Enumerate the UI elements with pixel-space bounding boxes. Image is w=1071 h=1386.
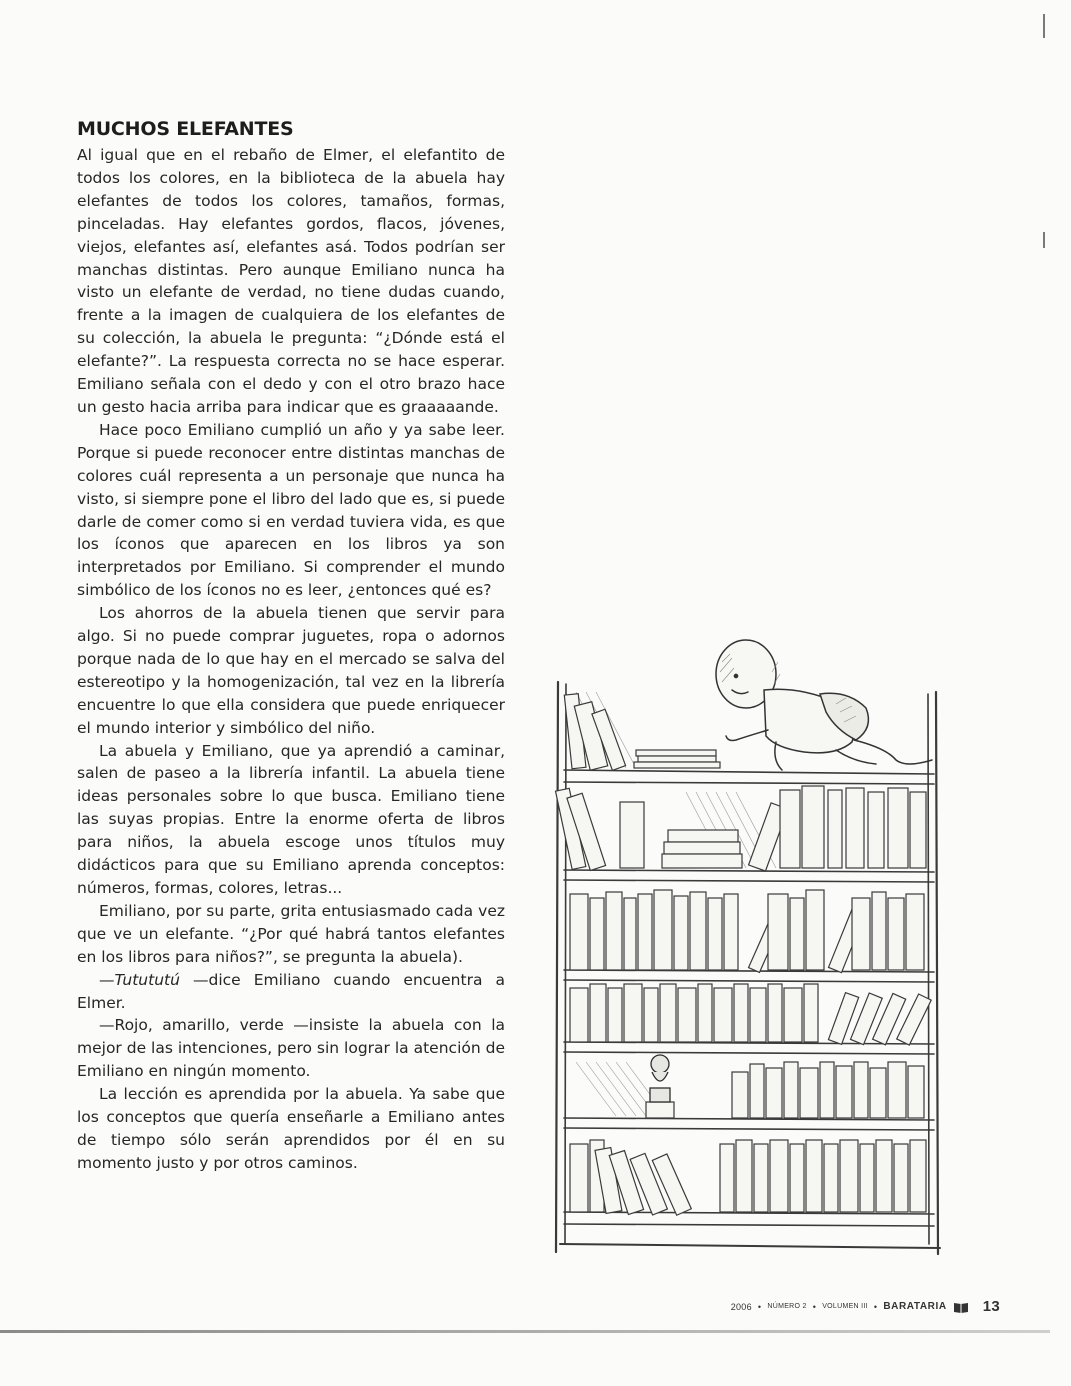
article-paragraph-8: La lección es aprendida por la abuela. Ya sabe que los conceptos que quería enseñarle a Emiliano antes de tiempo sólo serán aprendidos por él en su momento justo y por otros caminos.: [77, 1085, 505, 1172]
dialogue-italic: Tutututú: [114, 970, 180, 989]
article-paragraph-1: Al igual que en el rebaño de Elmer, el elefantito de todos los colores, en la biblioteca de la abuela hay elefantes de todos los colores, tamaños, formas, pinceladas. Hay elefantes gordos, flacos, jóvenes, viejos, elefantes así, elefantes asá. Todos podrían ser manchas distintas. Pero aunque Emiliano nunca ha visto un elefante de verdad, no tiene dudas cuando, frente a la imagen de cualquiera de los elefantes de su colección, la abuela le pregunta: “¿Dónde está el elefante?”. La respuesta correcta no se hace esperar. Emiliano señala con el dedo y con el otro brazo hace un gesto hacia arriba para indicar que es graaaaande.: [77, 146, 505, 416]
footer-volume: VOLUMEN III: [822, 1303, 868, 1310]
footer-issue: NÚMERO 2: [767, 1303, 807, 1310]
dialogue-rest: —dice Emiliano cuando encuentra a Elmer.: [77, 970, 505, 1012]
footer-brand: BARATARIA: [883, 1301, 947, 1312]
scan-edge-mark-top: [1043, 14, 1045, 38]
dialogue-dash: —: [99, 970, 115, 989]
scan-edge-mark-middle: [1043, 232, 1045, 248]
book-icon: [953, 1301, 969, 1313]
baby-on-bookshelf-drawing: [536, 632, 970, 1262]
article-paragraph-2: Hace poco Emiliano cumplió un año y ya sabe leer. Porque si puede reconocer entre distintas manchas de colores cuál representa a un personaje que nunca ha visto, si siempre pone el libro del lado que es, si puede darle de comer como si en verdad tuviera vida, es que los íconos que aparecen en los libros ya son interpretados por Emiliano. Si comprender el mundo simbólico de los íconos no es leer, ¿entonces qué es?: [77, 420, 505, 600]
scan-bottom-edge: [0, 1330, 1050, 1333]
article-paragraph-6: [77, 969, 505, 1015]
article-paragraph-7: —Rojo, amarillo, verde —insiste la abuela con la mejor de las intenciones, pero sin lograr la atención de Emiliano en ningún momento.: [77, 1016, 505, 1081]
footer-year: 2006: [730, 1301, 752, 1312]
article-paragraph-3: Los ahorros de la abuela tienen que servir para algo. Si no puede comprar juguetes, ropa o adornos porque nada de lo que hay en el mercado se salva del estereotipo y la homogenización, tal vez en la librería encuentre lo que ella considera que puede enriquecer el mundo interior y simbólico del niño.: [77, 604, 505, 737]
article-column: [77, 118, 505, 1175]
page-footer: [700, 1298, 1000, 1315]
footer-separator: •: [812, 1301, 817, 1312]
footer-separator: •: [757, 1301, 762, 1312]
article-title: MUCHOS ELEFANTES: [77, 118, 294, 140]
article-paragraph-4: La abuela y Emiliano, que ya aprendió a caminar, salen de paseo a la librería infantil. La abuela tiene ideas personales sobre lo que busca. Emiliano tiene las suyas propias. Entre la enorme oferta de libros para niños, la abuela escoge unos títulos muy didácticos para que su Emiliano aprenda conceptos: números, formas, colores, letras...: [77, 741, 505, 897]
article-paragraph-5: Emiliano, por su parte, grita entusiasmado cada vez que ve un elefante. “¿Por qué habrá tantos elefantes en los libros para niños?”, se pregunta la abuela).: [77, 901, 505, 966]
page-number: 13: [982, 1298, 1000, 1315]
footer-separator: •: [873, 1301, 878, 1312]
